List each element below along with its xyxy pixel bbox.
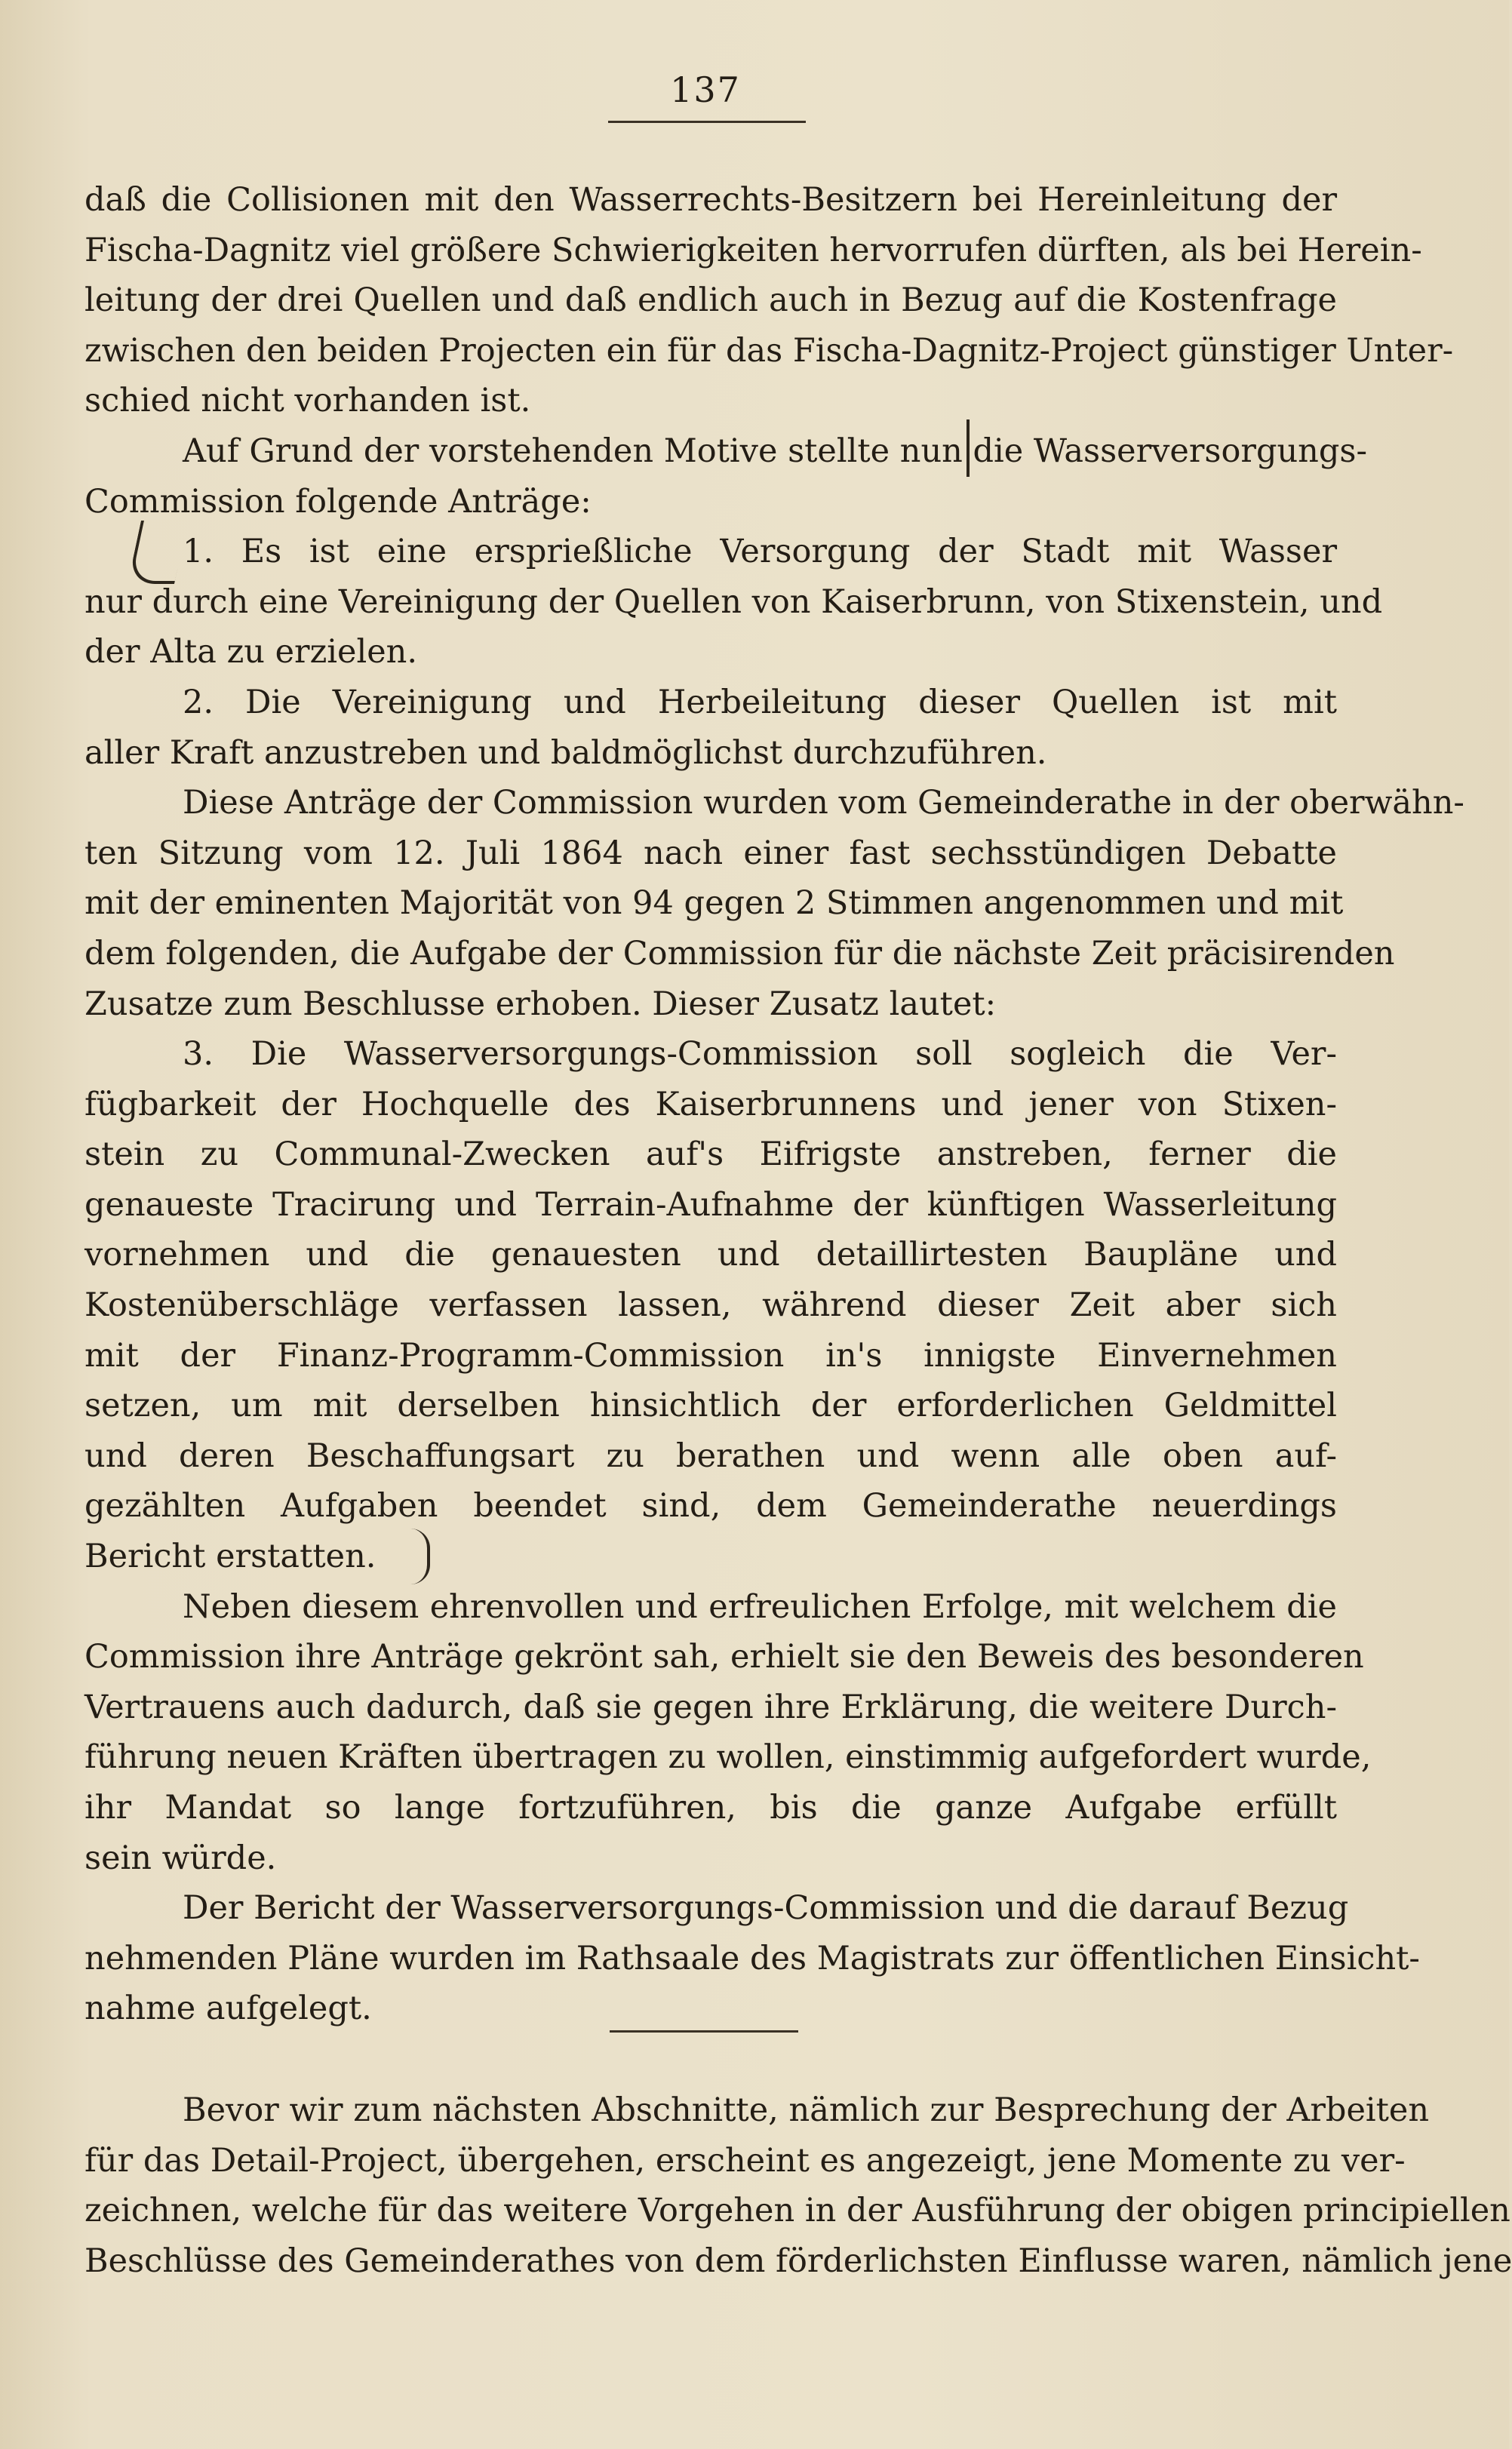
text-line: gezählten Aufgaben beendet sind, dem Gemeinderathe neuerdings	[85, 1487, 1337, 1526]
text-line: Fischa-Dagnitz viel größere Schwierigkeiten hervorrufen dürften, als bei Herein-	[85, 231, 1422, 269]
text-line: Neben diesem ehrenvollen und erfreulichen Erfolge, mit welchem die	[183, 1587, 1337, 1626]
text-line: 2. Die Vereinigung und Herbeileitung dieser Quellen ist mit	[183, 683, 1337, 721]
text-line: genaueste Tracirung und Terrain-Aufnahme der künftigen Wasserleitung	[85, 1185, 1337, 1224]
text-line: dem folgenden, die Aufgabe der Commission für die nächste Zeit präcisirenden	[85, 934, 1395, 973]
text-line: Der Bericht der Wasserversorgungs-Commission und die darauf Bezug	[183, 1889, 1349, 1928]
text-line: leitung der drei Quellen und daß endlich auch in Bezug auf die Kostenfrage	[85, 281, 1337, 320]
text-line: Zusatze zum Beschlusse erhoben. Dieser Zusatz lautet:	[85, 985, 997, 1023]
text-line: ten Sitzung vom 12. Juli 1864 nach einer fast sechsstündigen Debatte	[85, 834, 1337, 872]
section-divider	[610, 2030, 798, 2033]
body-text-block-1	[85, 175, 1464, 2034]
handwritten-bracket-mark	[404, 1529, 430, 1584]
text-line: der Alta zu erzielen.	[85, 633, 418, 671]
text-line: nur durch eine Vereinigung der Quellen von Kaiserbrunn, von Stixenstein, und	[85, 582, 1383, 621]
text-line: aller Kraft anzustreben und baldmöglichst durchzuführen.	[85, 733, 1047, 772]
text-line: stein zu Communal-Zwecken auf's Eifrigste anstreben, ferner die	[85, 1135, 1337, 1174]
text-line: führung neuen Kräften übertragen zu wollen, einstimmig aufgefordert wurde,	[85, 1738, 1372, 1777]
text-line: vornehmen und die genauesten und detaillirtesten Baupläne und	[85, 1236, 1337, 1274]
text-line: Commission folgende Anträge:	[85, 482, 592, 521]
text-line: mit der eminenten Majorität von 94 gegen 2 Stimmen angenommen und mit	[85, 884, 1344, 923]
text-line: setzen, um mit derselben hinsichtlich der erforderlichen Geldmittel	[85, 1387, 1337, 1425]
text-line: Kostenüberschläge verfassen lassen, während dieser Zeit aber sich	[85, 1286, 1337, 1325]
text-line: und deren Beschaffungsart zu berathen und wenn alle oben auf-	[85, 1437, 1337, 1475]
text-line: Commission ihre Anträge gekrönt sah, erhielt sie den Beweis des besonderen	[85, 1638, 1364, 1676]
text-line: 1. Es ist eine ersprießliche Versorgung der Stadt mit Wasser	[183, 533, 1337, 571]
text-line: Beschlüsse des Gemeinderathes von dem förderlichsten Einflusse waren, nämlich jene	[85, 2242, 1512, 2280]
text-line: zwischen den beiden Projecten ein für das Fischa-Dagnitz-Project günstiger Unter-	[85, 331, 1454, 370]
text-line: sein würde.	[85, 1839, 277, 1877]
body-text-block-2	[85, 2085, 1512, 2286]
handwritten-bracket-mark	[967, 419, 970, 477]
text-line: zeichnen, welche für das weitere Vorgehen in der Ausführung der obigen principiellen	[85, 2192, 1510, 2230]
text-line: Vertrauens auch dadurch, daß sie gegen ihre Erklärung, die weitere Durch-	[85, 1688, 1337, 1726]
text-line: für das Detail-Project, übergehen, erscheint es angezeigt, jene Momente zu ver-	[85, 2141, 1406, 2180]
text-line: Bevor wir zum nächsten Abschnitte, nämlich zur Besprechung der Arbeiten	[183, 2091, 1430, 2129]
text-line: Auf Grund der vorstehenden Motive stellte nun die Wasserversorgungs-	[183, 432, 1367, 470]
text-line: schied nicht vorhanden ist.	[85, 382, 531, 420]
text-line: fügbarkeit der Hochquelle des Kaiserbrunnens und jener von Stixen-	[85, 1085, 1337, 1123]
text-line: nehmenden Pläne wurden im Rathsaale des Magistrats zur öffentlichen Einsicht-	[85, 1939, 1420, 1977]
text-line: mit der Finanz-Programm-Commission in's innigste Einvernehmen	[85, 1336, 1337, 1375]
page-number: 137	[670, 69, 741, 110]
header-rule	[608, 121, 806, 123]
text-line: Bericht erstatten.	[85, 1538, 376, 1576]
text-line: Diese Anträge der Commission wurden vom Gemeinderathe in der oberwähn-	[183, 784, 1464, 822]
text-line: ihr Mandat so lange fortzuführen, bis die ganze Aufgabe erfüllt	[85, 1789, 1337, 1827]
text-line: nahme aufgelegt.	[85, 1990, 372, 2028]
text-line: 3. Die Wasserversorgungs-Commission soll sogleich die Ver-	[183, 1035, 1337, 1074]
text-line: daß die Collisionen mit den Wasserrechts-Besitzern bei Hereinleitung der	[85, 181, 1337, 219]
